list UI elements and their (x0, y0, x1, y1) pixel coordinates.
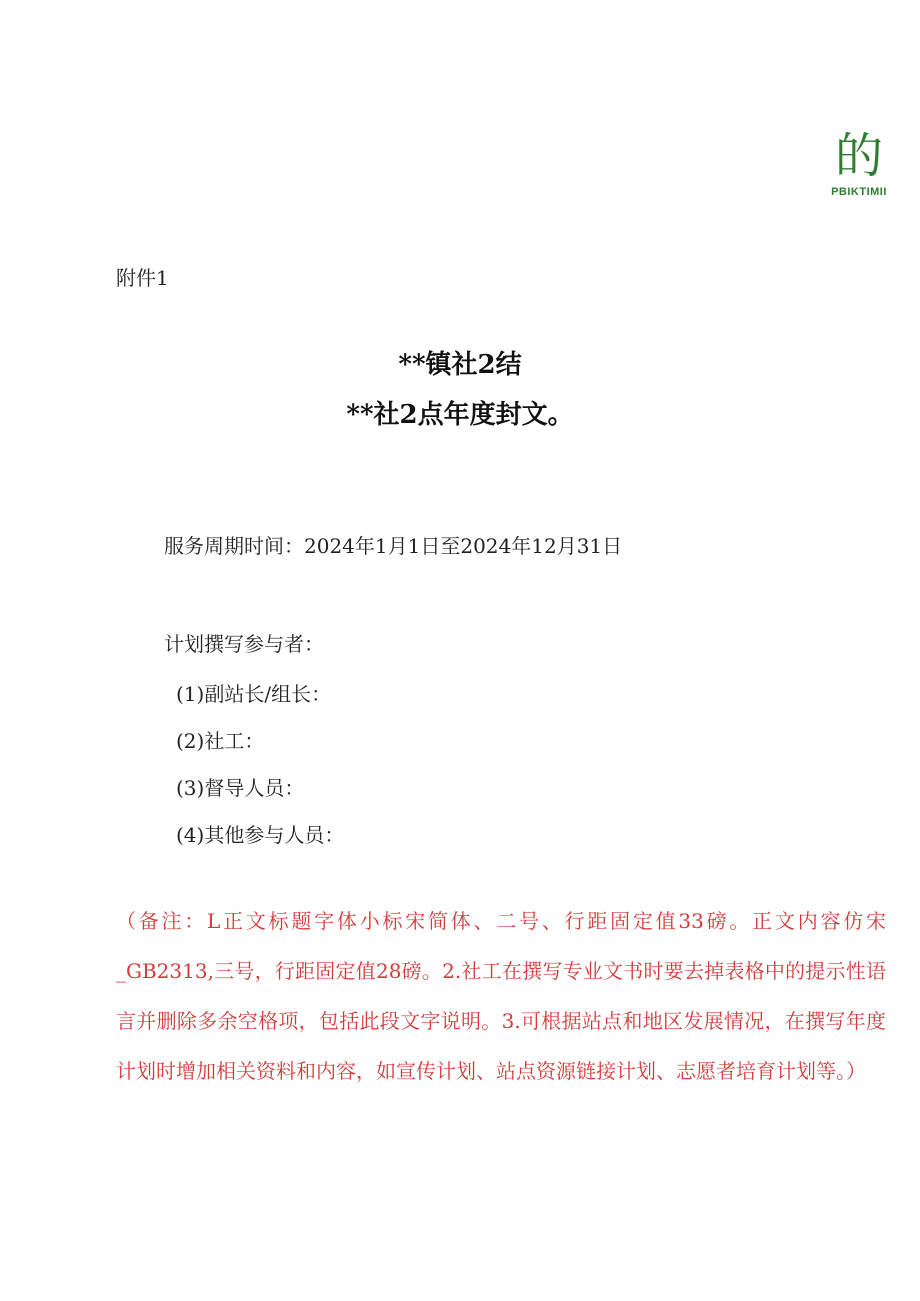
remarks-note: （备注：L正文标题字体小标宋简体、二号、行距固定值33磅。正文内容仿宋_GB2313,三号，行距固定值28磅。2.社工在撰写专业文书时要去掉表格中的提示性语言并删除多余空格项，包括此段文字说明。3.可根据站点和地区发展情况，在撰写年度计划时增加相关资料和内容，如宣传计划、站点资源链接计划、志愿者培育计划等。） (116, 909, 886, 1083)
participant-item-supervisor: (3)督导人员： (176, 776, 305, 800)
document-title-line-1: **镇社2结 (398, 350, 522, 380)
attachment-label: 附件1 (116, 266, 169, 290)
service-period: 服务周期时间：2024年1月1日至2024年12月31日 (164, 534, 623, 558)
participant-item-other: (4)其他参与人员： (176, 823, 345, 847)
logo (828, 128, 890, 198)
participant-item-deputy-station-chief: (1)副站长/组长： (176, 682, 332, 706)
participants-heading: 计划撰写参与者： (164, 632, 324, 656)
participant-item-social-worker: (2)社工： (176, 729, 265, 753)
logo-mark: 的 (834, 128, 883, 184)
logo-text: PBIKTIMII (831, 186, 887, 198)
document-title-line-2: **社2点年度封文。 (346, 400, 574, 430)
